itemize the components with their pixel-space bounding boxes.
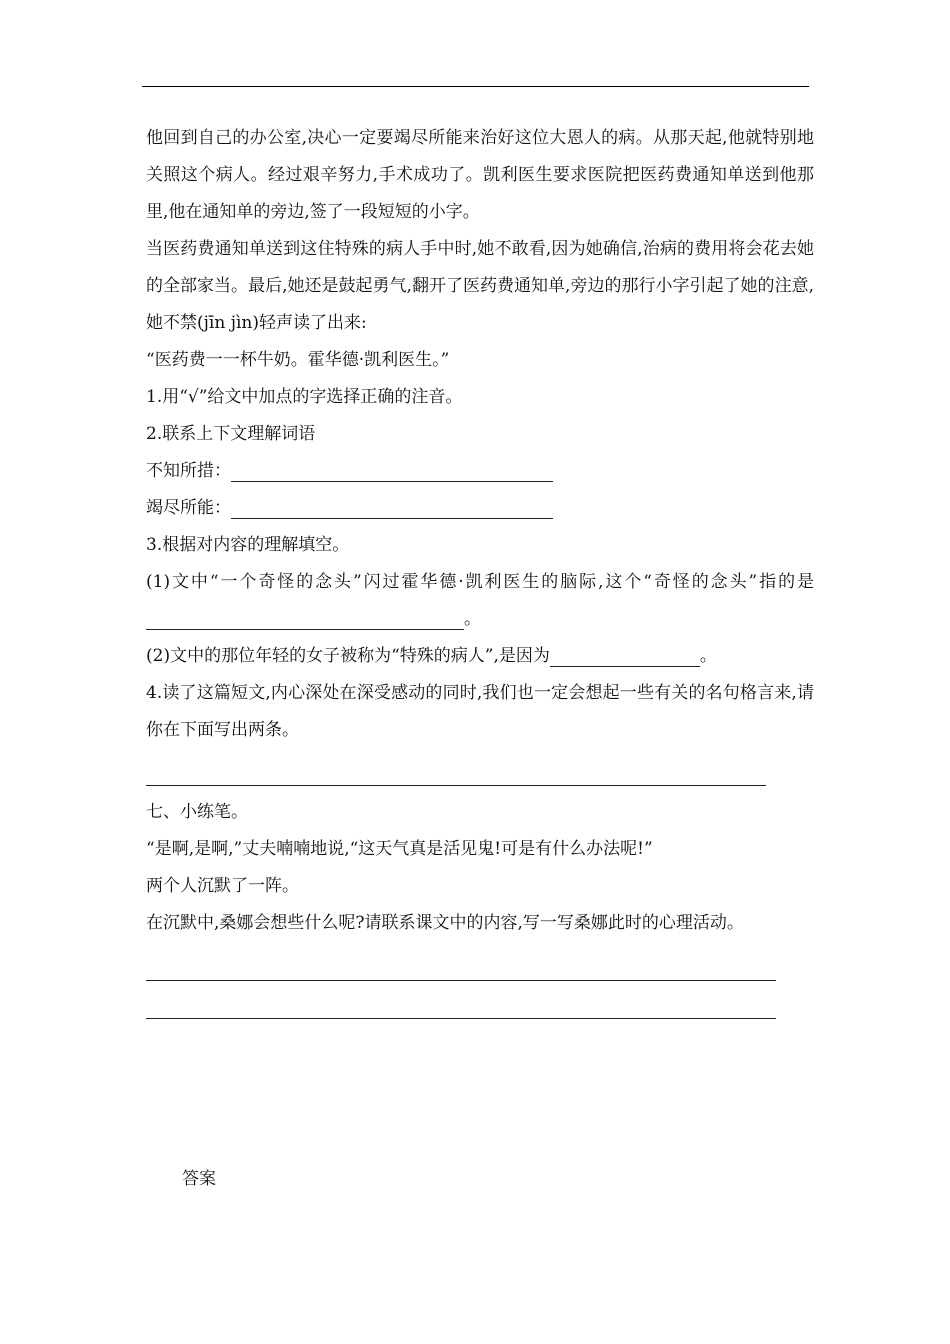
question-2: 2.联系上下文理解词语	[146, 424, 316, 444]
question-1: 1.用“√”给文中加点的字选择正确的注音。	[146, 387, 463, 407]
passage-paragraph-3: “医药费一一杯牛奶。霍华德·凯利医生。”	[146, 350, 450, 370]
section-7-line-1: “是啊,是啊,”丈夫喃喃地说,“这天气真是活见鬼!可是有什么办法呢!”	[146, 839, 653, 859]
question-3-1	[146, 564, 814, 638]
writing-line-2[interactable]	[146, 1018, 776, 1019]
question-3-1-text: (1)文中“一个奇怪的念头”闪过霍华德·凯利医生的脑际,这个“奇怪的念头”指的是	[146, 572, 814, 592]
question-4: 4.读了这篇短文,内心深处在深受感动的同时,我们也一定会想起一些有关的名句格言来,请你在下面写出两条。	[146, 683, 814, 740]
question-3-2	[146, 638, 814, 675]
worksheet-body	[146, 120, 814, 1019]
answer-blank-term-2[interactable]	[231, 496, 553, 519]
question-3: 3.根据对内容的理解填空。	[146, 535, 350, 555]
passage-paragraph-2: 当医药费通知单送到这住特殊的病人手中时,她不敢看,因为她确信,治病的费用将会花去她的全部家当。最后,她还是鼓起勇气,翻开了医药费通知单,旁边的那行小字引起了她的注意,她不禁(jīn jìn)轻声读了出来:	[146, 239, 814, 333]
header-rule	[142, 86, 809, 87]
answer-blank-term-1[interactable]	[231, 459, 553, 482]
question-2-term-2	[146, 490, 814, 527]
answer-blank-3-2[interactable]	[550, 644, 700, 667]
question-2-term-1	[146, 453, 814, 490]
passage-paragraph-1: 他回到自己的办公室,决心一定要竭尽所能来治好这位大恩人的病。从那天起,他就特别地关照这个病人。经过艰辛努力,手术成功了。凯利医生要求医院把医药费通知单送到他那里,他在通知单的旁边,签了一段短短的小字。	[146, 128, 814, 222]
section-7-prompt: 在沉默中,桑娜会想些什么呢?请联系课文中的内容,写一写桑娜此时的心理活动。	[146, 913, 744, 933]
question-3-2-text: (2)文中的那位年轻的女子被称为“特殊的病人”,是因为	[146, 646, 550, 666]
section-7-heading: 七、小练笔。	[146, 802, 248, 822]
section-7-line-2: 两个人沉默了一阵。	[146, 876, 299, 896]
term-1-label: 不知所措：	[146, 461, 231, 481]
answer-blank-3-1[interactable]	[146, 607, 464, 630]
answers-heading: 答案	[182, 1169, 216, 1189]
question-3-1-end: 。	[464, 609, 481, 629]
question-3-2-end: 。	[699, 646, 717, 666]
term-2-label: 竭尽所能：	[146, 498, 231, 518]
